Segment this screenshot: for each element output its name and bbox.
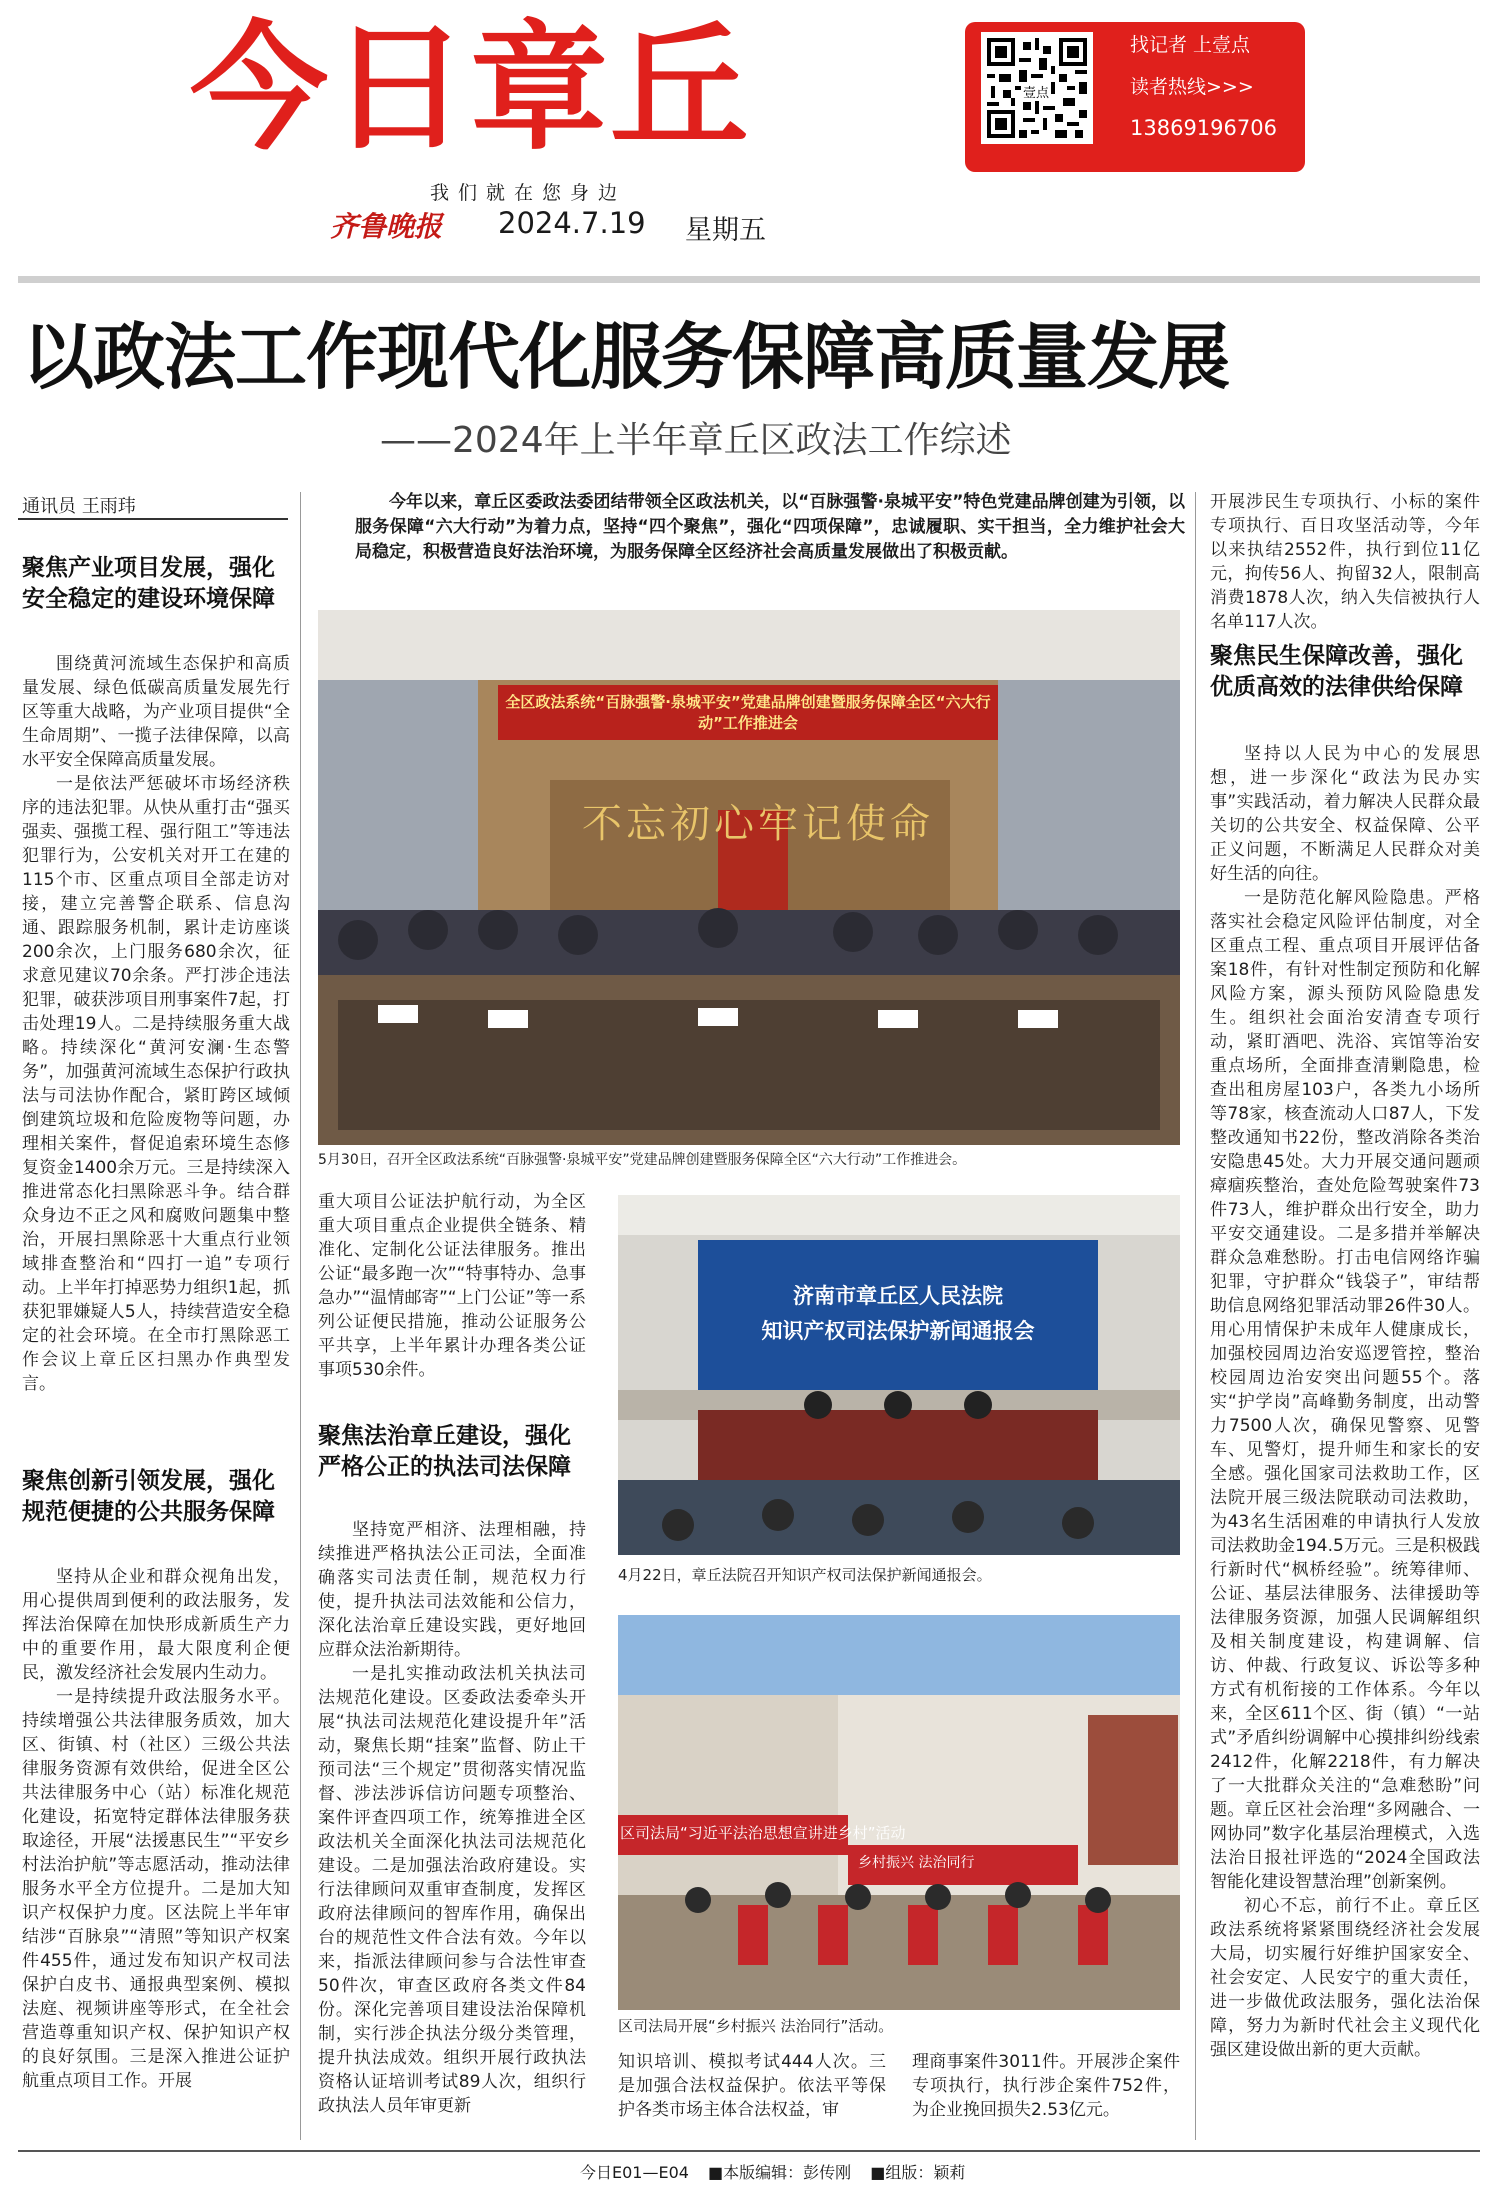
paragraph: 一是扎实推动政法机关执法司法规范化建设。区委政法委牵头开展“执法司法规范化建设提升年”活动，聚焦长期“挂案”监督、防止干预司法“三个规定”贯彻落实情况监督、涉法涉诉信访问题专项整治、案件评查四项工作，统筹推进全区政法机关全面深化执法司法规范化建设。二是加强法治政府建设。实行法律顾问双重审查制度，发挥区政府法律顾问的智库作用，确保出台的规范性文件合法有效。今年以来，指派法律顾问参与合法性审查50件次，审查区政府各类文件84份。深化完善项目建设法治保障机制，实行涉企执法分级分类管理，提升执法成效。组织开展行政执法资格认证培训考试89人次，组织行政执法人员年审更新 [318,1664,586,2116]
photo3-sign: 乡村振兴 法治同行 [858,1855,975,1871]
meeting-photo [318,610,1180,1145]
paragraph: 一是防范化解风险隐患。严格落实社会稳定风险评估制度，对全区重点工程、重点项目开展评估备案18件，有针对性制定预防和化解风险方案，源头预防风险隐患发生。组织社会面治安清查专项行动，紧盯酒吧、洗浴、宾馆等治安重点场所，全面排查清剿隐患，检查出租房屋103户，各类九小场所等78家，核查流动人口87人，下发整改通知书22份，整改消除各类治安隐患45处。大力开展交通问题顽瘴痼疾整治，查处危险驾驶案件73件73人，维护群众出行安全，助力平安交通建设。二是多措并举解决群众急难愁盼。打击电信网络诈骗犯罪，守护群众“钱袋子”，审结帮助信息网络犯罪活动罪26件30人。用心用情保护未成年人健康成长，加强校园周边治安巡逻管控，整治校园周边治安突出问题55个。落实“护学岗”高峰勤务制度，出动警力7500人次，确保见警察、见警车、见警灯，提升师生和家长的安全感。强化国家司法救助工作，区法院开展三级法院联动司法救助，为43名生活困难的申请执行人发放司法救助金194.5万元。三是积极践行新时代“枫桥经验”。统筹律师、公证、基层法律服务、法律援助等法律服务资源，加强人民调解组织及相关制度建设，构建调解、信访、仲裁、行政复议、诉讼等多种方式有机衔接的工作体系。今年以来，全区611个区、街（镇）“一站式”矛盾纠纷调解中心摸排纠纷线索2412件，化解2218件，有力解决了一大批群众关注的“急难愁盼”问题。章丘区社会治理“多网融合、一网协同”数字化基层治理模式，入选法治日报社评选的“2024全国政法智能化建设智慧治理”创新案例。 [1210,888,1480,1892]
slogan: 我们就在您身边 [430,182,627,204]
footer [580,2160,979,2183]
issue-weekday: 星期五 [685,215,766,246]
village-event-photo [618,1615,1180,2010]
photo1-caption: 5月30日，召开全区政法系统“百脉强警·泉城平安”党建品牌创建暨服务保障全区“六大行动”工作推进会。 [318,1152,967,1168]
qr-code-icon [981,32,1093,144]
photo1-wall-text: 不忘初心牢记使命 [582,801,934,847]
section-title-1: 聚焦产业项目发展，强化安全稳定的建设环境保障 [22,554,275,612]
hotline-number: 13869196706 [1130,116,1277,140]
footer-editor: ■本版编辑：彭传刚 [708,2163,852,2182]
court-press-photo [618,1195,1180,1555]
hotline-label: 读者热线>>> [1130,76,1254,98]
photo2-screen-line1: 济南市章丘区人民法院 [793,1284,1003,1308]
section-title-4: 聚焦民生保障改善，强化优质高效的法律供给保障 [1210,642,1463,700]
sub-headline: ——2024年上半年章丘区政法工作综述 [380,420,1012,461]
footer-layout: ■组版：颖莉 [870,2163,966,2182]
section-title-3: 聚焦法治章丘建设，强化严格公正的执法司法保障 [318,1422,571,1480]
lead-paragraph: 今年以来，章丘区委政法委团结带领全区政法机关，以“百脉强警·泉城平安”特色党建品牌创建为引领，以服务保障“六大行动”为着力点，坚持“四个聚焦”，强化“四项保障”，忠诚履职、实干担当，全力维护社会大局稳定，积极营造良好法治环境，为服务保障全区经济社会高质量发展做出了积极贡献。 [355,492,1185,562]
section-body-3 [318,1518,586,2138]
photo2-caption: 4月22日，章丘法院召开知识产权司法保护新闻通报会。 [618,1566,992,1584]
paragraph: 围绕黄河流域生态保护和高质量发展、绿色低碳高质量发展先行区等重大战略，为产业项目提供“全生命周期”、一揽子法律保障，以高水平安全保障高质量发展。 [22,654,290,770]
paragraph: 坚持宽严相济、法理相融，持续推进严格执法公正司法，全面准确落实司法责任制，规范权力行使，提升执法司法效能和公信力，深化法治章丘建设实践，更好地回应群众法治新期待。 [318,1520,586,1660]
mid-paragraph: 重大项目公证法护航行动，为全区重大项目重点企业提供全链条、精准化、定制化公证法律服务。推出公证“最多跑一次”“特事特办、急事急办”“温情邮寄”“上门公证”等一系列公证便民措施，推动公证服务公平共享，上半年累计办理各类公证事项530余件。 [318,1192,586,1380]
masthead-divider [18,276,1480,283]
paper-logo: 齐鲁晚报 [330,210,443,243]
masthead-title: 今日章丘 [190,8,751,169]
issue-date: 2024.7.19 [498,206,646,240]
qr-promo-box [965,22,1305,172]
section-body-1 [22,652,290,1472]
qr-caption: 壹点 [1021,82,1051,101]
paragraph: 初心不忘，前行不止。章丘区政法系统将紧紧围绕经济社会发展大局，切实履行好维护国家安全、社会安定、人民安宁的重大责任，进一步做优政法服务，强化法治保障，努力为新时代社会主义现代化强区建设做出新的更大贡献。 [1210,1896,1480,2060]
main-headline: 以政法工作现代化服务保障高质量发展 [22,314,1230,399]
photo2-screen-line2: 知识产权司法保护新闻通报会 [761,1319,1035,1343]
byline-divider [18,518,288,520]
section-body-4 [1210,742,1480,2142]
photo1-banner: 全区政法系统“百脉强警·泉城平安”党建品牌创建暨服务保障全区“六大行动”工作推进会 [505,693,991,732]
section-body-2 [22,1565,290,2140]
paragraph: 一是依法严惩破坏市场经济秩序的违法犯罪。从快从重打击“强买强卖、强揽工程、强行阻工”等违法犯罪行为，公安机关对开工在建的115个市、区重点项目全部走访对接，建立完善警企联系、信息沟通、跟踪服务机制，累计走访座谈200余次，上门服务680余次，征求意见建议70余条。严打涉企违法犯罪，破获涉项目刑事案件7起，打击处理19人。二是持续服务重大战略。持续深化“黄河安澜·生态警务”，加强黄河流域生态保护行政执法与司法协作配合，紧盯跨区域倾倒建筑垃圾和危险废物等问题，办理相关案件，督促追索环境生态修复资金1400余万元。三是持续深入推进常态化扫黑除恶斗争。结合群众身边不正之风和腐败问题集中整治，开展扫黑除恶十大重点行业领域排查整治和“四打一追”专项行动。上半年打掉恶势力组织1起，抓获犯罪嫌疑人5人，持续营造安全稳定的社会环境。在全市打黑除恶工作会议上章丘区扫黑办作典型发言。 [22,774,290,1394]
section-title-2: 聚焦创新引领发展，强化规范便捷的公共服务保障 [22,1467,275,1525]
column-divider [300,492,301,2140]
column-divider [1195,492,1196,2140]
paragraph: 一是持续提升政法服务水平。持续增强公共法律服务质效，加大区、街镇、村（社区）三级公共法律服务资源有效供给，促进全区公共法律服务中心（站）标准化规范化建设，拓宽特定群体法律服务获取途径，开展“法援惠民生”“平安乡村法治护航”等志愿活动，推动法律服务水平全方位提升。二是加大知识产权保护力度。区法院上半年审结涉“百脉泉”“清照”等知识产权案件455件，通过发布知识产权司法保护白皮书、通报典型案例、模拟法庭、视频讲座等形式，在全社会营造尊重知识产权、保护知识产权的良好氛围。三是深入推进公证护航重点项目工作。开展 [22,1687,290,2091]
photo3-caption: 区司法局开展“乡村振兴 法治同行”活动。 [618,2017,894,2035]
bottom-right-paragraph: 理商事案件3011件。开展涉企案件专项执行，执行涉企案件752件，为企业挽回损失2.53亿元。 [912,2052,1180,2120]
photo3-banner: 区司法局“习近平法治思想宣讲进乡村”活动 [620,1824,906,1842]
footer-pages: 今日E01—E04 [580,2163,689,2182]
right-top-paragraph: 开展涉民生专项执行、小标的案件专项执行、百日攻坚活动等，今年以来执结2552件，执行到位11亿元，拘传56人、拘留32人，限制高消费1878人次，纳入失信被执行人名单117人次。 [1210,492,1480,632]
paragraph: 坚持以人民为中心的发展思想，进一步深化“政法为民办实事”实践活动，着力解决人民群众最关切的公共安全、权益保障、公平正义问题，不断满足人民群众对美好生活的向往。 [1210,744,1480,884]
byline: 通讯员 王雨玮 [22,496,136,517]
bottom-mid-paragraph: 知识培训、模拟考试444人次。三是加强合法权益保护。依法平等保护各类市场主体合法权益，审 [618,2052,886,2120]
footer-divider [18,2150,1480,2152]
paragraph: 坚持从企业和群众视角出发，用心提供周到便利的政法服务，发挥法治保障在加快形成新质生产力中的重要作用，最大限度利企便民，激发经济社会发展内生动力。 [22,1567,290,1683]
reporter-line: 找记者 上壹点 [1130,34,1251,56]
